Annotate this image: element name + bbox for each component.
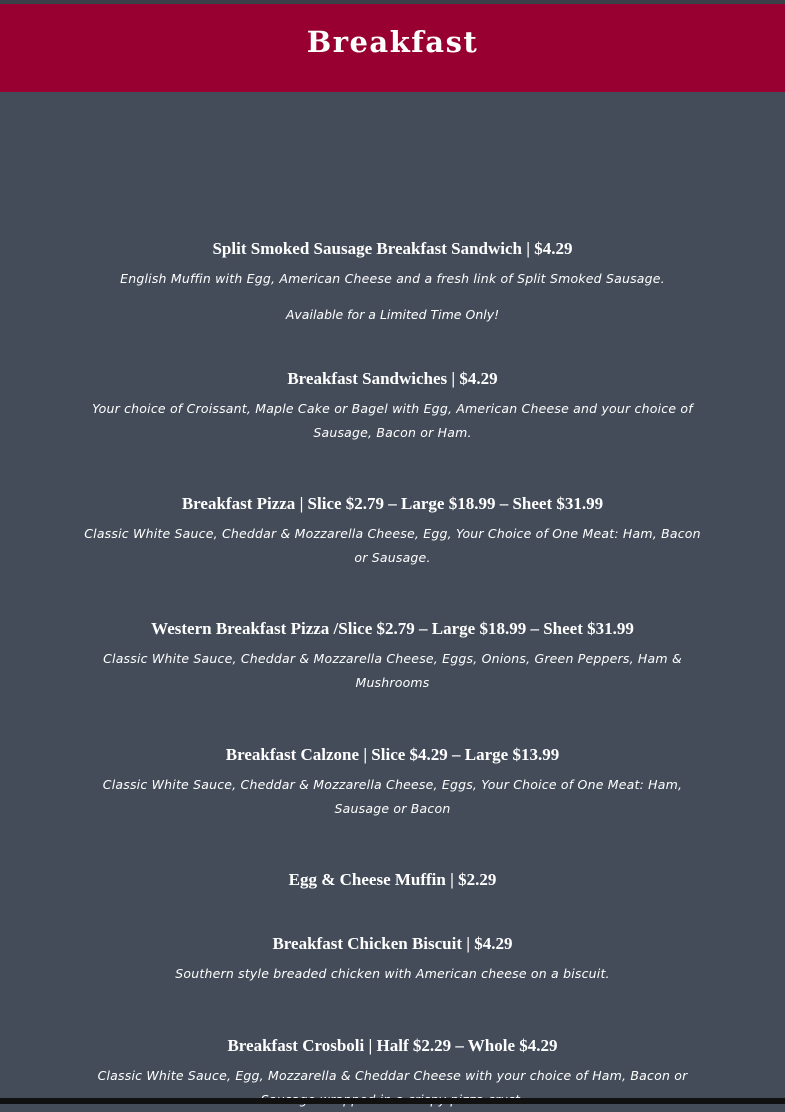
- menu-item-description: Classic White Sauce, Egg, Mozzarella & Cheddar Cheese with your choice of Ham, Bacon or: [97, 1068, 688, 1083]
- menu-item-name: Breakfast Crosboli: [227, 1036, 365, 1055]
- menu-item-price: | Half $2.29 – Whole $4.29: [364, 1036, 558, 1055]
- menu-item-price: | Slice $2.79 – Large $18.99 – Sheet $31.99: [295, 494, 604, 513]
- menu-item-name: Western Breakfast Pizza: [151, 619, 330, 638]
- menu-item-note: Available for a Limited Time Only!: [285, 307, 500, 322]
- menu-item-price: | $4.29: [462, 934, 513, 953]
- menu-item-title: [80, 1035, 705, 1057]
- menu-item-title: [80, 493, 705, 515]
- menu-item-title: [80, 869, 705, 891]
- menu-item: [80, 618, 705, 695]
- menu-item-price: | $2.29: [445, 870, 497, 889]
- menu-item-name: Split Smoked Sausage Breakfast Sandwich: [212, 239, 523, 258]
- menu-item-description: Classic White Sauce, Cheddar & Mozzarella Cheese, Eggs, Onions, Green Peppers, Ham & Mushrooms: [103, 651, 682, 690]
- menu-item-name: Breakfast Pizza: [181, 494, 296, 513]
- menu-item: [80, 238, 705, 325]
- menu-item-name: Breakfast Chicken Biscuit: [272, 934, 463, 953]
- menu-item: [80, 744, 705, 821]
- menu-item-name: Breakfast Calzone: [225, 745, 360, 764]
- menu-item-price: | $4.29: [522, 239, 573, 258]
- menu-item-description: Classic White Sauce, Cheddar & Mozzarella Cheese, Eggs, Your Choice of One Meat: Ham, Sausage or Bacon: [102, 777, 683, 816]
- menu-item-price: | Slice $4.29 – Large $13.99: [359, 745, 560, 764]
- menu-item-title: [80, 744, 705, 766]
- section-title: Breakfast: [306, 25, 479, 59]
- menu-item-title: [80, 368, 705, 390]
- menu-item-name: Breakfast Sandwiches: [287, 369, 448, 388]
- menu-item-title: [80, 933, 705, 955]
- menu-item: [80, 869, 705, 891]
- menu-item-description: Southern style breaded chicken with American cheese on a biscuit.: [175, 966, 610, 981]
- menu-item-description: Your choice of Croissant, Maple Cake or Bagel with Egg, American Cheese and your choice of Sausage, Bacon or Ham.: [92, 401, 693, 440]
- menu-item: [80, 933, 705, 986]
- menu-item-title: [80, 618, 705, 640]
- menu-item-description: Classic White Sauce, Cheddar & Mozzarella Cheese, Egg, Your Choice of One Meat: Ham, Bacon or Sausage.: [84, 526, 701, 565]
- menu-item-description: English Muffin with Egg, American Cheese and a fresh link of Split Smoked Sausage.: [120, 271, 665, 286]
- bottom-bar: [0, 1098, 785, 1104]
- menu-item: [80, 368, 705, 445]
- menu-item: [80, 493, 705, 570]
- menu-item-title: [80, 238, 705, 260]
- menu-item-name: Egg & Cheese Muffin: [288, 870, 446, 889]
- menu-item-price: /Slice $2.79 – Large $18.99 – Sheet $31.99: [329, 619, 634, 638]
- section-header: [0, 4, 785, 92]
- menu-item-price: | $4.29: [447, 369, 498, 388]
